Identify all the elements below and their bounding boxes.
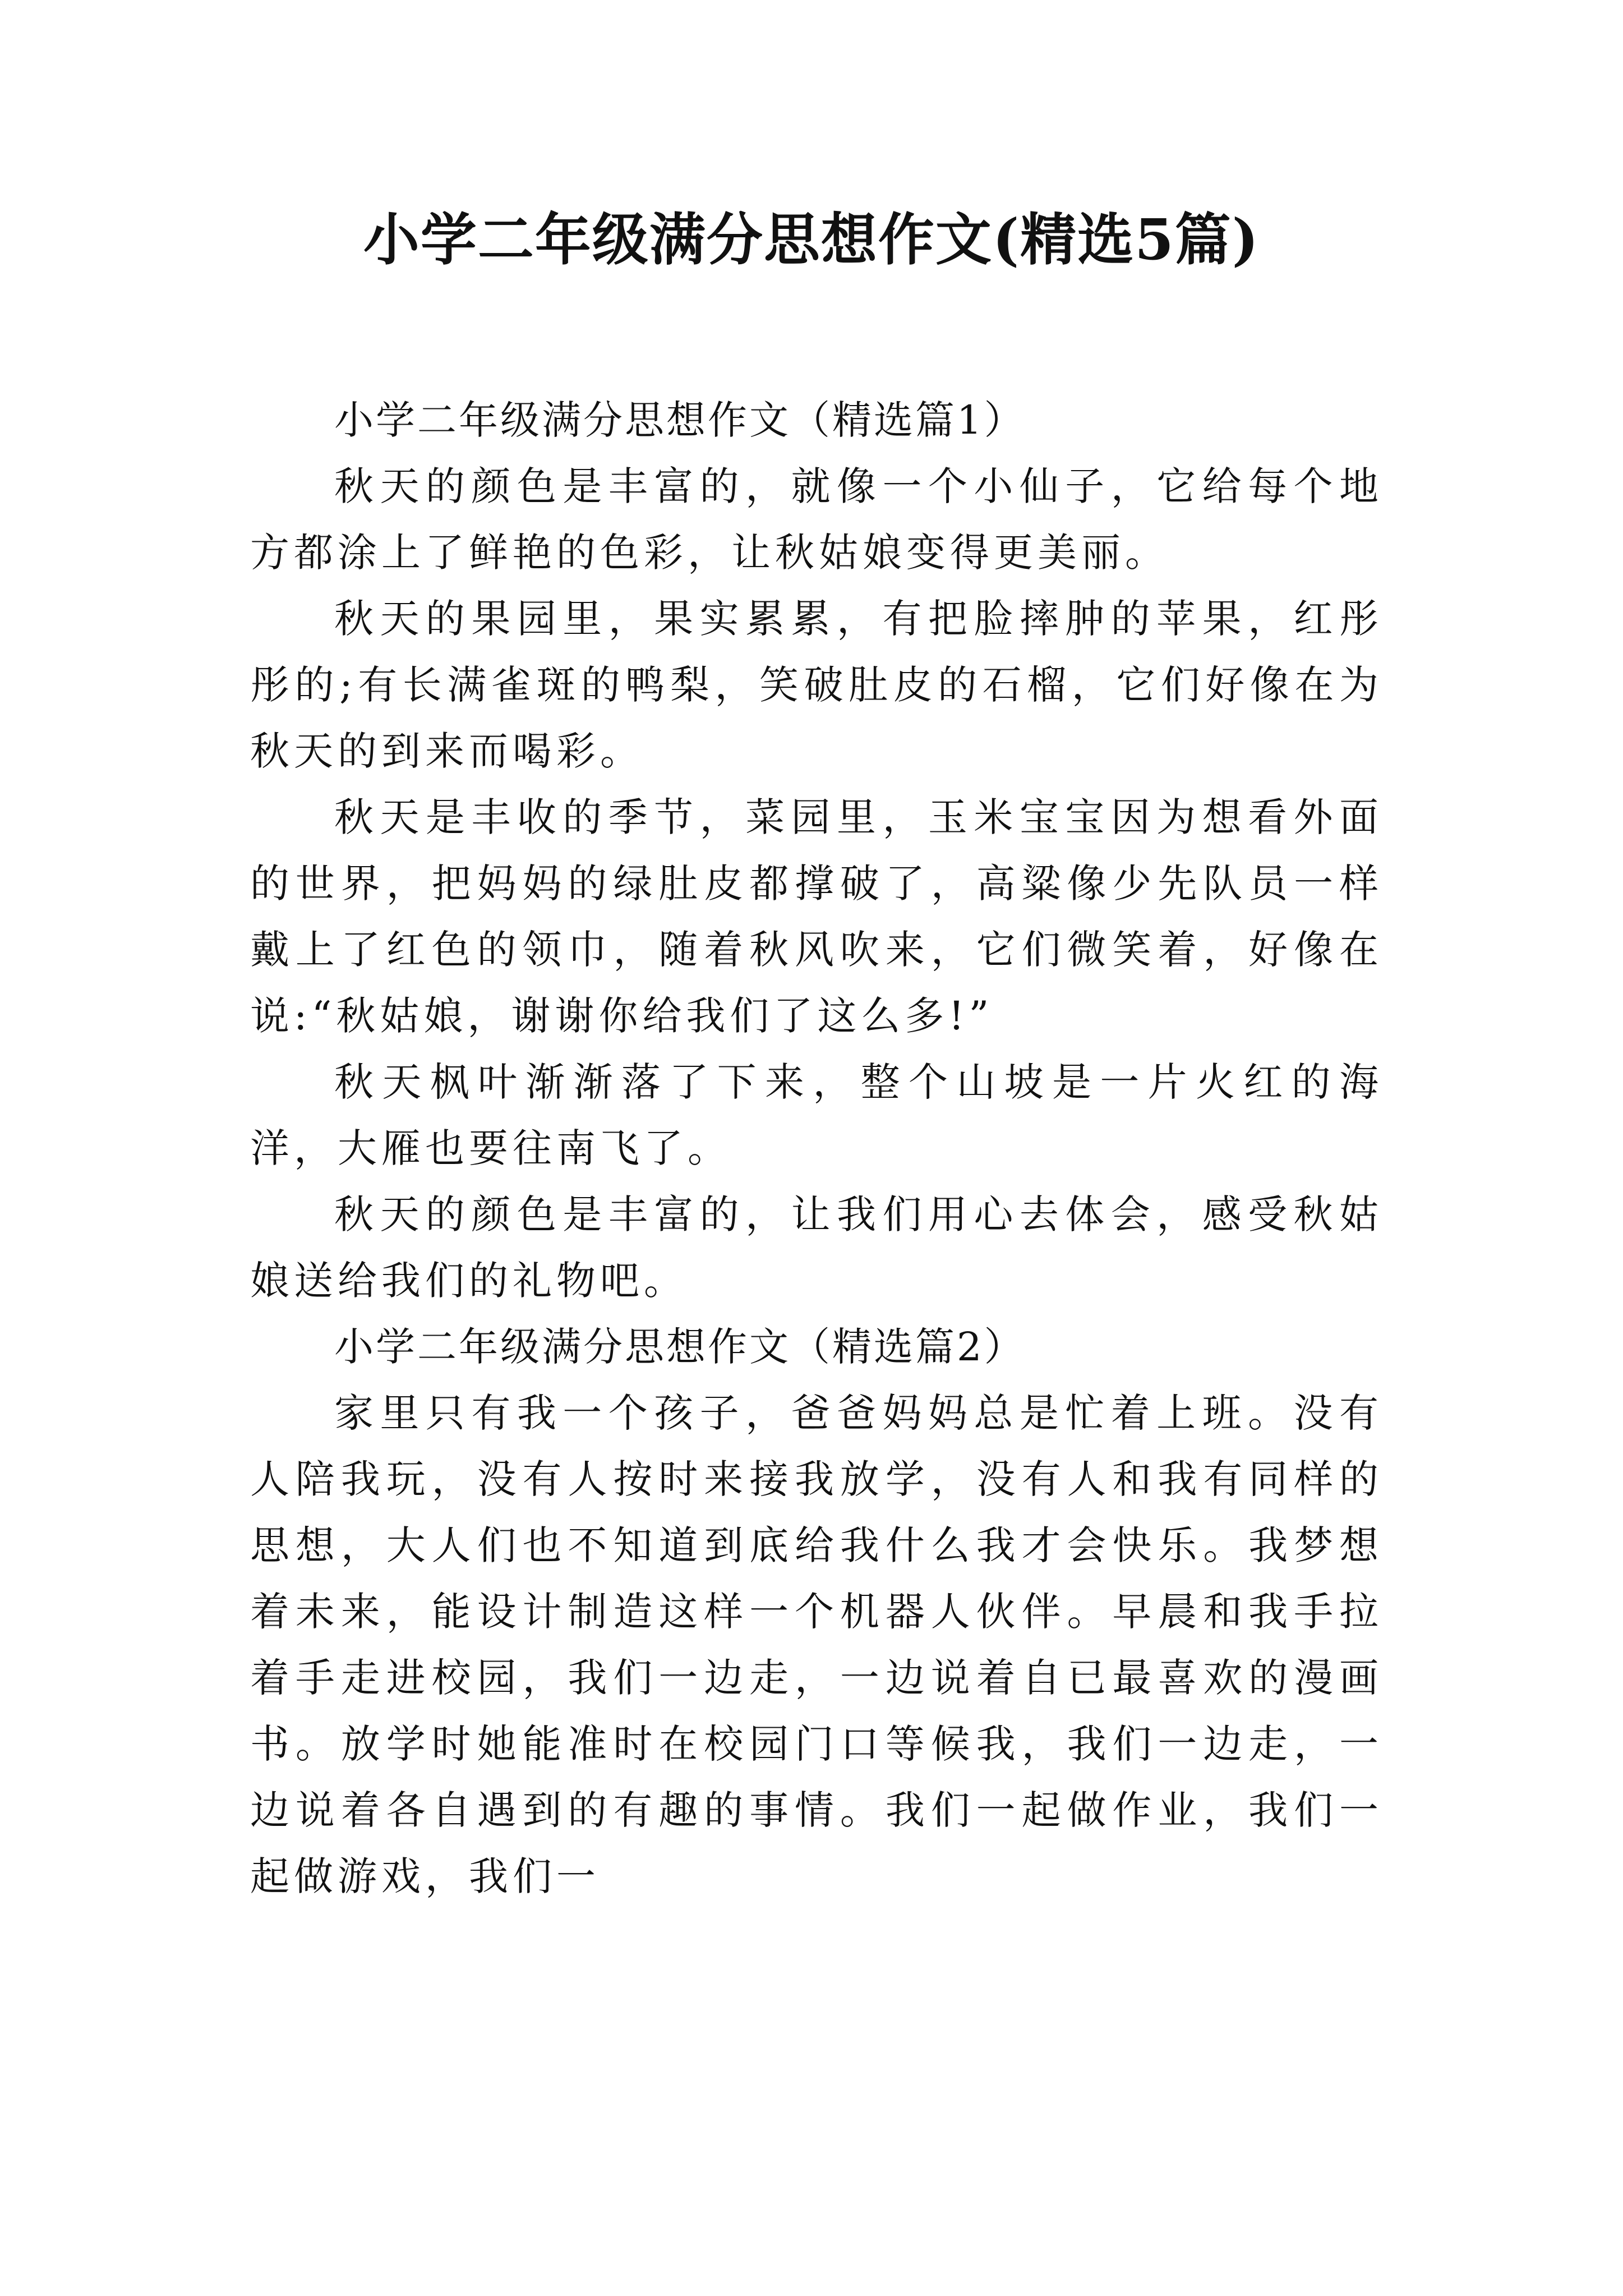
paragraph: 秋天的果园里，果实累累，有把脸摔肿的苹果，红彤彤的;有长满雀斑的鸭梨，笑破肚皮的石榴，它们好像在为秋天的到来而喝彩。 (250, 596, 1383, 774)
paragraph: 秋天是丰收的季节，菜园里，玉米宝宝因为想看外面的世界，把妈妈的绿肚皮都撑破了，高粱像少先队员一样戴上了红色的领巾，随着秋风吹来，它们微笑着，好像在说:“秋姑娘，谢谢你给我们了这么多!” (250, 794, 1383, 1039)
document-body (250, 387, 1383, 1910)
document-title: 小学二年级满分思想作文(精选5篇) (363, 206, 1260, 273)
paragraph: 秋天的颜色是丰富的，就像一个小仙子，它给每个地方都涂上了鲜艳的色彩，让秋姑娘变得更美丽。 (250, 463, 1383, 576)
section-heading-2: 小学二年级满分思想作文（精选篇2） (334, 1324, 1026, 1370)
paragraph: 家里只有我一个孩子，爸爸妈妈总是忙着上班。没有人陪我玩，没有人按时来接我放学，没有人和我有同样的思想，大人们也不知道到底给我什么我才会快乐。我梦想着未来，能设计制造这样一个机器人伙伴。早晨和我手拉着手走进校园，我们一边走，一边说着自已最喜欢的漫画书。放学时她能准时在校园门口等候我，我们一边走，一边说着各自遇到的有趣的事情。我们一起做作业，我们一起做游戏，我们一 (250, 1390, 1383, 1899)
section-heading-1: 小学二年级满分思想作文（精选篇1） (334, 397, 1026, 443)
paragraph: 秋天的颜色是丰富的，让我们用心去体会，感受秋姑娘送给我们的礼物吧。 (250, 1191, 1383, 1304)
paragraph: 秋天枫叶渐渐落了下来，整个山坡是一片火红的海洋，大雁也要往南飞了。 (250, 1059, 1383, 1171)
